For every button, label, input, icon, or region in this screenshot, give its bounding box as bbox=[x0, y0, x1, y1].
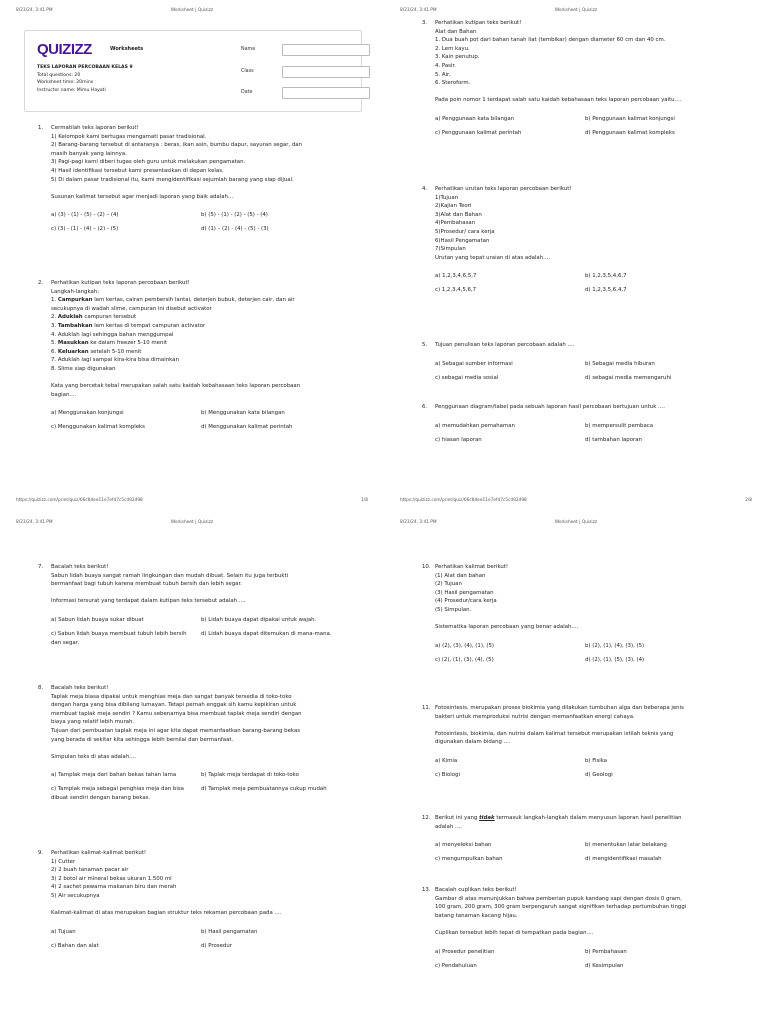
worksheet-info-card bbox=[24, 30, 362, 112]
option-c[interactable]: c) Sabun lidah buaya membuat tubuh lebih bersih dan segar. bbox=[51, 630, 187, 646]
question-line: batang tanaman kacang hijau. bbox=[435, 912, 518, 919]
question-number: 12. bbox=[422, 815, 431, 821]
option-d[interactable]: d) 1,2,3,5,6,4,7 bbox=[585, 287, 627, 294]
print-title: Worksheet | Quizizz bbox=[170, 520, 214, 525]
question-line: Bacalah teks berikut! bbox=[51, 564, 109, 570]
question-prompt: Sistematika laporan percobaan yang benar adalah.... bbox=[435, 624, 579, 631]
option-b[interactable]: b) Penggunaan kalimat konjungsi bbox=[585, 115, 675, 122]
bold-verb: Campurkan bbox=[57, 297, 93, 304]
date-input[interactable] bbox=[282, 87, 370, 99]
page-header bbox=[16, 520, 368, 528]
question-prompt: digunakan dalam bidang .... bbox=[435, 739, 511, 746]
question-line: Bacalah cuplikan teks berikut! bbox=[435, 887, 517, 893]
question-line: 100 gram, 200 gram, 300 gram berpengaruh sangat signifikan terhadap pertumbuhan tinggi bbox=[435, 904, 687, 911]
option-b[interactable]: b) mempersulit pembaca bbox=[585, 422, 654, 429]
worksheet-page-1 bbox=[0, 0, 384, 512]
option-b[interactable]: b) Pembahasan bbox=[585, 948, 627, 955]
question-4 bbox=[422, 185, 752, 293]
option-b[interactable]: b) Hasil pengamatan bbox=[201, 928, 258, 935]
question-prompt: bagian.... bbox=[51, 391, 77, 398]
question-prompt: Kata yang bercetak tebal merupakan salah satu kaidah kebahasaan teks laporan percobaan bbox=[51, 383, 301, 390]
question-line: Perhatikan kalimat-kalimat berikut! bbox=[51, 850, 147, 856]
step-line: 3. Tambahkan lem kertas di tempat campuran activator bbox=[51, 322, 206, 329]
worksheet-time: Worksheet time: 20mins bbox=[37, 80, 94, 86]
option-b[interactable]: b) Fisika bbox=[585, 757, 608, 764]
page-url: https://quizizz.com/print/quiz/66c84ee11e7efd7c5c492d98 bbox=[400, 498, 527, 503]
bold-verb: Aduklah bbox=[57, 314, 83, 321]
worksheets-label: Worksheets bbox=[110, 46, 144, 52]
name-field-row bbox=[225, 44, 355, 56]
class-label: Class bbox=[241, 69, 254, 74]
option-c[interactable]: c) Tamplak meja sebagai penghias meja dan bisa dibuat sendiri dengan barang bekas. bbox=[51, 786, 184, 801]
step-line: secukupnya di wadah slime, campuran ini disebut activator bbox=[51, 305, 212, 312]
question-1 bbox=[38, 124, 368, 232]
question-number: 13. bbox=[422, 887, 431, 893]
question-line: Gambar di atas menunjukkan bahwa pemberian pupuk kandang sapi dengan dosis 0 gram, bbox=[435, 895, 682, 902]
page-footer bbox=[400, 498, 752, 506]
question-prompt: adalah .... bbox=[435, 823, 462, 830]
option-d[interactable]: d) tambahan laporan bbox=[585, 436, 642, 443]
option-a[interactable]: a) Kimia bbox=[435, 757, 458, 764]
question-line: Bacalah teks berikut! bbox=[51, 685, 109, 691]
date-field-row bbox=[225, 87, 355, 99]
question-12 bbox=[422, 814, 752, 862]
question-line: Langkah-langkah: bbox=[51, 288, 100, 295]
question-line: dengan harga yang bisa dibilang lumayan. Tetapi pernah enggak sih kamu kepikiran untuk bbox=[51, 702, 297, 709]
page-header bbox=[400, 8, 752, 16]
option-a[interactable]: a) Sebagai sumber informasi bbox=[435, 360, 513, 367]
question-5 bbox=[422, 341, 752, 381]
option-b[interactable]: b) menentukan latar belakang bbox=[585, 842, 667, 849]
bold-verb: Tambahkan bbox=[57, 322, 93, 329]
print-date: 8/23/24, 3:41 PM bbox=[400, 520, 437, 525]
option-a[interactable]: a) (2), (3), (4), (1), (5) bbox=[435, 642, 495, 649]
option-c[interactable]: c) Penggunaan kalimat perintah bbox=[435, 129, 522, 136]
option-a[interactable]: a) Tujuan bbox=[51, 928, 76, 935]
bold-verb: Masukkan bbox=[57, 340, 89, 347]
print-date: 8/23/24, 3:41 PM bbox=[400, 8, 437, 13]
question-line: bakteri untuk memproduksi nutrisi dengan memanfaatkan energi cahaya. bbox=[435, 713, 635, 720]
question-9 bbox=[38, 849, 368, 949]
worksheet-meta bbox=[37, 64, 133, 94]
question-line: yang berada di sekitar kita sehingga lebih bernilai dan bermanfaat. bbox=[51, 736, 234, 743]
question-line: 2. Lem kayu. bbox=[435, 45, 470, 52]
option-c[interactable]: c) sebagai media sosial bbox=[435, 374, 499, 381]
option-a[interactable]: a) Prosedur penelitian bbox=[435, 948, 495, 955]
name-label: Name bbox=[241, 47, 256, 52]
question-prompt: Tujuan penulisan teks laporan percobaan adalah .... bbox=[435, 342, 575, 348]
page-url: https://quizizz.com/print/quiz/66c84ee11e7efd7c5c492d98 bbox=[16, 498, 143, 503]
question-line: Cermatilah teks laporan berikut! bbox=[51, 125, 139, 131]
option-a[interactable]: a) Tamplak meja dari bahan bekas tahan lama bbox=[51, 772, 177, 779]
option-d[interactable]: d) Lidah buaya dapat ditemukan di mana-mana. bbox=[201, 630, 332, 637]
question-line: 2)Kajian Teori bbox=[435, 203, 472, 210]
step-line: 1. Campurkan lem kertas, cairan pembersih lantai, deterjen bubuk, deterjen cair, dan air bbox=[51, 297, 295, 304]
question-number: 3. bbox=[422, 20, 428, 26]
question-number: 1. bbox=[38, 125, 44, 131]
step-line: 8. Slime siap digunakan bbox=[51, 365, 116, 372]
page-number: 2/8 bbox=[745, 498, 752, 503]
question-number: 10. bbox=[422, 564, 431, 570]
question-number: 4. bbox=[422, 186, 428, 192]
option-c[interactable]: c) (3) - (1) - (4) – (2) - (5) bbox=[51, 226, 119, 233]
question-prompt: Kalimat-kalimat di atas merupakan bagian struktur teks rekaman percobaan pada .... bbox=[51, 910, 282, 917]
question-prompt: Penggunaan diagram/tabel pada sebuah laporan hasil percobaan bertujuan untuk .... bbox=[435, 404, 665, 410]
name-input[interactable] bbox=[282, 44, 370, 56]
question-line: masih banyak yang lainnya. bbox=[51, 150, 127, 157]
question-number: 7. bbox=[38, 564, 44, 570]
option-d[interactable]: d) Tamplak meja pembuatannya cukup mudah bbox=[201, 786, 327, 793]
option-c[interactable]: c) 1,2,3,4,5,6,7 bbox=[435, 287, 477, 294]
question-line: Alat dan Bahan bbox=[435, 28, 477, 35]
option-b[interactable]: b) 1,2,3,5,4,6,7 bbox=[585, 273, 627, 280]
option-c[interactable]: c) Menggunakan kalimat kompleks bbox=[51, 424, 145, 431]
total-questions: Total questions: 20 bbox=[37, 72, 81, 78]
option-d[interactable]: d) Geologi bbox=[585, 771, 613, 778]
option-c[interactable]: c) hiasan laporan bbox=[435, 436, 482, 443]
question-line: bermanfaat bagi tubuh karena membuat tubuh bersih dan lebih segar. bbox=[51, 581, 242, 588]
option-c[interactable]: c) mengumpulkan bahan bbox=[435, 856, 503, 863]
question-prompt: Informasi tersurat yang terdapat dalam kutipan teks tersebut adalah .... bbox=[51, 598, 246, 605]
step-line: 6. Keluarkan setelah 5-10 menit bbox=[51, 348, 142, 355]
page-header bbox=[16, 8, 368, 16]
date-label: Date bbox=[241, 90, 253, 95]
quizizz-logo: QUIZIZZ bbox=[37, 41, 92, 58]
question-line: 6)Hasil Pengamatan bbox=[435, 237, 490, 244]
question-7 bbox=[38, 563, 368, 653]
print-title: Worksheet | Quizizz bbox=[554, 8, 598, 13]
question-line: (5) Simpulan. bbox=[435, 606, 472, 613]
question-prompt: Simpulan teks di atas adalah.... bbox=[51, 753, 136, 760]
question-line: Perhatikan kutipan teks laporan percobaan berikut! bbox=[51, 280, 190, 286]
question-line: 1) Kelompok kami bertugas mengamati pasar tradisional. bbox=[51, 133, 207, 140]
question-number: 5. bbox=[422, 342, 428, 348]
question-line: membuat taplak meja sendiri ? Kamu sebenarnya bisa membuat taplak meja sendiri dengan bbox=[51, 710, 302, 717]
option-d[interactable]: d) sebagai media memengaruhi bbox=[585, 374, 672, 381]
worksheet-page-4 bbox=[384, 512, 768, 1024]
question-line: 5) Di dalam pasar tradisional itu, kami mengidentifikasi sejumlah barang yang siap dijual. bbox=[51, 176, 294, 183]
question-line: 3. Kain penutup. bbox=[435, 54, 480, 61]
option-d[interactable]: d) mengidentifikasi masalah bbox=[585, 856, 662, 863]
print-title: Worksheet | Quizizz bbox=[554, 520, 598, 525]
question-6 bbox=[422, 403, 752, 443]
page-header bbox=[400, 520, 752, 528]
option-a[interactable]: a) Sabun lidah buaya sukar dibuat bbox=[51, 616, 144, 623]
option-b[interactable]: b) (2), (1), (4), (3), (5) bbox=[585, 642, 645, 649]
question-line: (2) Tujuan bbox=[435, 581, 462, 588]
step-line: 5. Masukkan ke dalam freezer 5-10 menit bbox=[51, 340, 167, 347]
worksheet-page-3 bbox=[0, 512, 384, 1024]
option-b[interactable]: b) (5) - (1) - (2) - (5) - (4) bbox=[201, 212, 268, 219]
question-line: Tujuan dari pembuatan taplak meja ini agar kita dapat memanfaatkan barang-barang bekas bbox=[51, 727, 301, 734]
step-line: 4. Aduklah lagi sehingga bahan menggumpal bbox=[51, 331, 174, 338]
question-prompt: Fotosintesis, biokimia, dan nutrisi dalam kalimat tersebut merupakan istilah teknis yang bbox=[435, 730, 674, 737]
step-line: 7. Aduklah lagi sampai kira-kira bisa dimainkan bbox=[51, 357, 179, 364]
question-line: 2) 2 buah tanaman pacar air bbox=[51, 867, 129, 874]
question-2 bbox=[38, 279, 368, 430]
option-c[interactable]: c) (2), (1), (3), (4), (5) bbox=[435, 656, 494, 663]
question-line: (4) Prosedur/cara kerja bbox=[435, 598, 497, 605]
question-10 bbox=[422, 563, 752, 663]
question-3 bbox=[422, 19, 752, 136]
print-date: 8/23/24, 3:41 PM bbox=[16, 8, 53, 13]
question-line: 5)Prosedur/ cara kerja bbox=[435, 228, 495, 235]
page-number: 1/8 bbox=[361, 498, 368, 503]
emphasis-word: tidak bbox=[479, 815, 495, 821]
question-line: Perhatikan urutan teks laporan percobaan berikut! bbox=[435, 186, 572, 192]
option-a[interactable]: a) Penggunaan kata bilangan bbox=[435, 115, 515, 122]
question-line: 4. Pasir. bbox=[435, 62, 456, 69]
question-13 bbox=[422, 886, 752, 969]
question-line: Perhatikan kalimat berikut! bbox=[435, 564, 509, 570]
question-line: (3) Hasil pengamatan bbox=[435, 589, 494, 596]
question-prompt: Cuplikan tersebut lebih tepat di tempatkan pada bagian.... bbox=[435, 929, 594, 936]
question-number: 11. bbox=[422, 705, 431, 711]
option-b[interactable]: b) Sebagai media hiburan bbox=[585, 360, 655, 367]
question-line: 1)Tujuan bbox=[435, 194, 459, 201]
option-c[interactable]: c) Pendahuluan bbox=[435, 962, 477, 969]
question-line: Berikut ini yang tidak termasuk langkah-langkah dalam menyusun laporan hasil penelitian bbox=[435, 815, 682, 821]
question-line: 3) 2 botol air mineral bekas ukuran 1.500 ml bbox=[51, 875, 172, 882]
question-line: 4) 2 sachet pewarna makanan biru dan merah bbox=[51, 884, 177, 891]
option-b[interactable]: b) Menggunakan kata bilangan bbox=[201, 410, 285, 417]
worksheet-page-2 bbox=[384, 0, 768, 512]
question-line: 5. Air. bbox=[435, 71, 451, 78]
option-b[interactable]: b) Taplak meja terdapat di toko-toko bbox=[201, 772, 299, 779]
question-line: 6. Steroform. bbox=[435, 80, 471, 87]
question-prompt: Pada poin nomor 1 terdapat salah satu kaidah kebahasaan teks laporan percobaan yaitu.... bbox=[435, 97, 682, 104]
print-date: 8/23/24, 3:41 PM bbox=[16, 520, 53, 525]
question-11 bbox=[422, 704, 752, 778]
question-number: 8. bbox=[38, 685, 44, 691]
question-line: 1) Cutter bbox=[51, 858, 76, 865]
question-prompt: Susunan kalimat tersebut agar menjadi laporan yang baik adalah... bbox=[51, 193, 234, 200]
question-line: Taplak meja biasa dipakai untuk menghias meja dan sangat banyak tersedia di toko-toko bbox=[51, 693, 292, 700]
option-a[interactable]: a) 1,2,3,4,6,5,7 bbox=[435, 273, 477, 280]
step-line: 2. Aduklah campuran tersebut bbox=[51, 314, 137, 321]
question-line: biaya yang relatif lebih murah. bbox=[51, 719, 135, 726]
question-line: 2) Barang-barang tersebut di antaranya : beras, ikan asin, bumbu dapur, sayuran segar, dan bbox=[51, 142, 302, 149]
option-d[interactable]: d) (1) – (2) - (4) - (5) - (3) bbox=[201, 226, 269, 233]
class-input[interactable] bbox=[282, 66, 370, 78]
question-number: 9. bbox=[38, 850, 44, 856]
print-title: Worksheet | Quizizz bbox=[170, 8, 214, 13]
question-line: 3) Pagi-pagi kami diberi tugas oleh guru untuk melakukan pengamatan. bbox=[51, 159, 246, 166]
question-line: 1. Dua buah pot dari bahan tanah liat (tembikar) dengan diameter 60 cm dan 40 cm. bbox=[435, 37, 666, 44]
question-prompt: Urutan yang tepat uraian di atas adalah.... bbox=[435, 254, 550, 261]
option-a[interactable]: a) memudahkan pemahaman bbox=[435, 422, 515, 429]
question-line: 5) Air secukupnya bbox=[51, 892, 100, 899]
option-d[interactable]: d) Prosedur bbox=[201, 942, 232, 949]
question-line: 4)Pembahasan bbox=[435, 220, 476, 227]
question-number: 2. bbox=[38, 280, 44, 286]
question-8 bbox=[38, 684, 368, 808]
question-number: 6. bbox=[422, 404, 428, 410]
worksheet-title: TEKS LAPORAN PERCOBAAN KELAS 9 bbox=[37, 65, 133, 70]
option-c[interactable]: c) Bahan dan alat bbox=[51, 942, 99, 949]
question-line: (1) Alat dan bahan bbox=[435, 572, 486, 579]
question-line: 4) Hasil identifikasi tersebut kami presentasikan di depan kelas. bbox=[51, 167, 224, 174]
option-a[interactable]: a) Menggunakan konjungsi bbox=[51, 410, 124, 417]
option-d[interactable]: d) Penggunaan kalimat kompleks bbox=[585, 129, 675, 136]
bold-verb: Keluarkan bbox=[57, 348, 89, 355]
instructor-name: Instructor name: Mimu Hayati bbox=[37, 87, 106, 93]
question-line: 3)Alat dan Bahan bbox=[435, 211, 482, 218]
option-c[interactable]: c) Biologi bbox=[435, 771, 460, 778]
option-a[interactable]: a) (3) - (1) - (5) - (2) – (4) bbox=[51, 212, 119, 219]
page-footer bbox=[16, 498, 368, 506]
option-d[interactable]: d) (2), (1), (5), (3), (4) bbox=[585, 656, 645, 663]
option-b[interactable]: b) Lidah buaya dapat dipakai untuk wajah. bbox=[201, 616, 317, 623]
question-line: Fotosintesis, merupakan proses biokimia yang dilakukan tumbuhan alga dan beberapa jenis bbox=[435, 705, 684, 711]
option-d[interactable]: d) Menggunakan kalimat perintah bbox=[201, 424, 293, 431]
class-field-row bbox=[225, 66, 355, 78]
question-line: Sabun lidah buaya sangat ramah lingkungan dan mudah dibuat. Selain itu juga terbukti bbox=[51, 572, 289, 579]
question-line: 7)Simpulan bbox=[435, 246, 466, 253]
option-d[interactable]: d) Kesimpulan bbox=[585, 962, 624, 969]
option-a[interactable]: a) menyeleksi bahan bbox=[435, 842, 492, 849]
question-line: Perhatikan kutipan teks berikut! bbox=[435, 20, 522, 26]
